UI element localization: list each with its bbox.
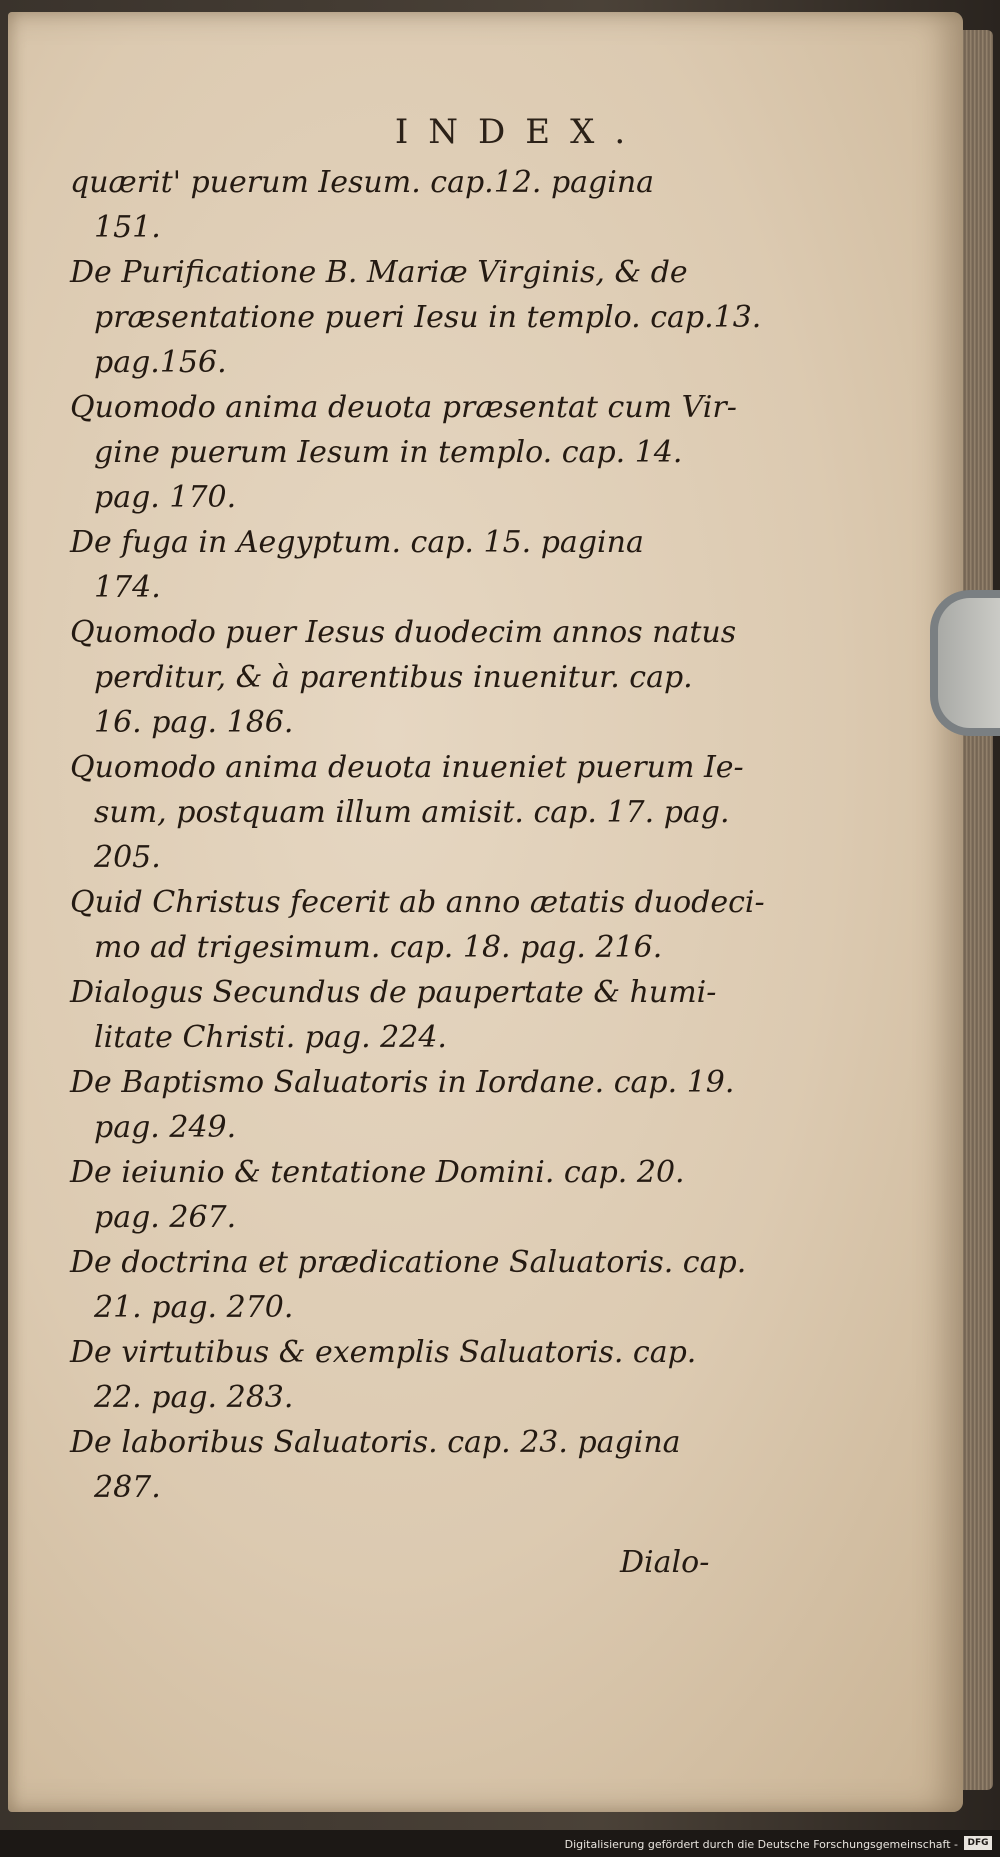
index-entry-line: præsentatione pueri Iesu in templo. cap.13. [94,300,762,335]
index-entry-line: pag. 267. [94,1200,237,1235]
index-entry [70,520,730,610]
index-entries [70,160,765,1510]
page-edges [963,30,993,1790]
index-entry-line: perditur, & à parentibus inuenitur. cap. [94,660,693,695]
index-entry-line: 22. pag. 283. [94,1380,294,1415]
index-entry-line: De Purificatione B. Mariæ Virginis, & de [70,255,688,290]
index-entry-line: Dialogus Secundus de paupertate & humi- [70,975,717,1010]
index-entry [70,1150,730,1240]
index-entry-line: 151. [94,210,161,245]
index-entry [70,1060,735,1150]
index-entry-line: pag. 170. [94,480,237,515]
dfg-logo: DFG [964,1836,992,1850]
index-entry [70,970,730,1060]
catchword: Dialo- [620,1545,710,1580]
index-entry [70,745,744,880]
index-entry-line: 21. pag. 270. [94,1290,294,1325]
index-entry-line: Quid Christus fecerit ab anno ætatis duodeci- [70,885,765,920]
index-entry-line: De fuga in Aegyptum. cap. 15. pagina [70,525,644,560]
index-entry-line: Quomodo puer Iesus duodecim annos natus [70,615,737,650]
index-entry-line: Quomodo anima deuota inueniet puerum Ie- [70,750,744,785]
index-entry-line: De virtutibus & exemplis Saluatoris. cap. [70,1335,697,1370]
index-entry-line: quærit' puerum Iesum. cap.12. pagina [70,165,655,200]
index-entry [70,880,765,970]
index-entry [70,610,737,745]
index-entry-line: litate Christi. pag. 224. [94,1020,447,1055]
index-entry-line: De laboribus Saluatoris. cap. 23. pagina [70,1425,681,1460]
index-entry-line: mo ad trigesimum. cap. 18. pag. 216. [94,930,663,965]
index-entry [70,160,730,250]
index-entry-line: 16. pag. 186. [94,705,294,740]
index-entry-line: Quomodo anima deuota præsentat cum Vir- [70,390,737,425]
index-entry-line: 287. [94,1470,161,1505]
index-entry-line: 205. [94,840,161,875]
index-entry-line: pag.156. [94,345,227,380]
digitization-credit: Digitalisierung gefördert durch die Deutsche Forschungsgemeinschaft - [564,1838,958,1851]
index-entry [70,1330,730,1420]
index-entry-line: De Baptismo Saluatoris in Iordane. cap. 19. [70,1065,735,1100]
running-head: INDEX. [394,112,646,152]
index-entry-line: 174. [94,570,161,605]
index-entry-line: sum, postquam illum amisit. cap. 17. pag. [94,795,730,830]
index-entry [70,385,737,520]
index-entry [70,1240,747,1330]
index-entry [70,1420,730,1510]
index-entry-line: gine puerum Iesum in templo. cap. 14. [94,435,683,470]
index-entry-line: De ieiunio & tentatione Domini. cap. 20. [70,1155,685,1190]
index-entry-line: pag. 249. [94,1110,237,1145]
book-clasp [930,590,1000,736]
index-entry-line: De doctrina et prædicatione Saluatoris. cap. [70,1245,747,1280]
index-entry [70,250,762,385]
